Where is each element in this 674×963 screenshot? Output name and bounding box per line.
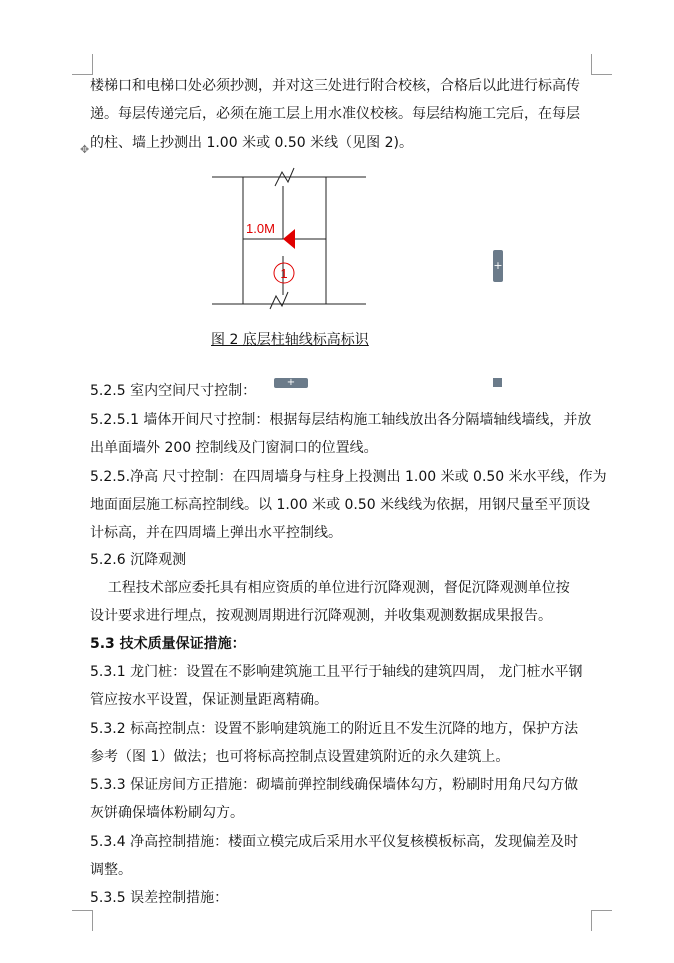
move-handle-icon[interactable]: ✥ — [80, 143, 90, 156]
paragraph-line: 递。每层传递完后，必须在施工层上用水准仪校核。每层结构施工完后，在每层 — [90, 106, 580, 122]
margin-corner-top-right — [591, 54, 612, 75]
paragraph-line: 5.3.2 标高控制点：设置不影响建筑施工的附近且不发生沉降的地方，保护方法 — [90, 721, 579, 737]
margin-corner-bottom-right — [591, 910, 612, 931]
paragraph-line: 楼梯口和电梯口处必须抄测，并对这三处进行附合校核，合格后以此进行标高传 — [90, 78, 580, 94]
margin-corner-top-left — [72, 54, 93, 75]
heading-5-3: 5.3 技术质量保证措施： — [90, 636, 246, 652]
axis-circle-label: 1 — [280, 266, 288, 281]
paragraph-line: 计标高，并在四周墙上弹出水平控制线。 — [90, 525, 342, 541]
bottom-add-handle[interactable]: + — [274, 378, 308, 388]
paragraph-line: 参考（图 1）做法；也可将标高控制点设置建筑附近的永久建筑上。 — [90, 749, 510, 765]
paragraph-line: 5.3.4 净高控制措施：楼面立模完成后采用水平仪复核模板标高，发现偏差及时 — [90, 834, 579, 850]
heading-5-3-5: 5.3.5 误差控制措施： — [90, 890, 229, 906]
figure-2-diagram — [208, 166, 368, 316]
heading-5-2-5: 5.2.5 室内空间尺寸控制： — [90, 383, 257, 399]
paragraph-line: 地面面层施工标高控制线。以 1.00 米或 0.50 米线线为依据，用钢尺量至平顶设 — [90, 497, 591, 513]
paragraph-line: 5.3.3 保证房间方正措施：砌墙前弹控制线确保墙体勾方，粉刷时用角尺勾方做 — [90, 777, 579, 793]
break-mark-bottom — [270, 292, 288, 309]
side-resize-handle[interactable]: + — [493, 250, 503, 282]
paragraph-line: 5.2.5.1 墙体开间尺寸控制：根据每层结构施工轴线放出各分隔墙轴线墙线，并放 — [90, 412, 592, 428]
paragraph-line: 出单面墙外 200 控制线及门窗洞口的位置线。 — [90, 440, 378, 456]
paragraph-line: 灰饼确保墙体粉刷勾方。 — [90, 805, 244, 821]
paragraph-line: 工程技术部应委托具有相应资质的单位进行沉降观测，督促沉降观测单位按 — [90, 580, 570, 596]
paragraph-line: 5.3.1 龙门桩：设置在不影响建筑施工且平行于轴线的建筑四周， 龙门桩水平钢 — [90, 664, 583, 680]
figure-caption: 图 2 底层柱轴线标高标识 — [211, 332, 369, 348]
paragraph-line: 5.2.5.净高 尺寸控制：在四周墙身与柱身上投测出 1.00 米或 0.50 米水平线，作为 — [90, 469, 607, 485]
elevation-triangle-icon — [283, 229, 295, 249]
paragraph-line: 管应按水平设置，保证测量距离精确。 — [90, 692, 328, 708]
heading-5-2-6: 5.2.6 沉降观测 — [90, 552, 187, 568]
elevation-label: 1.0M — [246, 221, 275, 236]
margin-corner-bottom-left — [72, 910, 93, 931]
paragraph-line: 的柱、墙上抄测出 1.00 米或 0.50 米线（见图 2)。 — [90, 135, 413, 151]
paragraph-line: 设计要求进行埋点，按观测周期进行沉降观测，并收集观测数据成果报告。 — [90, 608, 552, 624]
paragraph-line: 调整。 — [90, 862, 132, 878]
